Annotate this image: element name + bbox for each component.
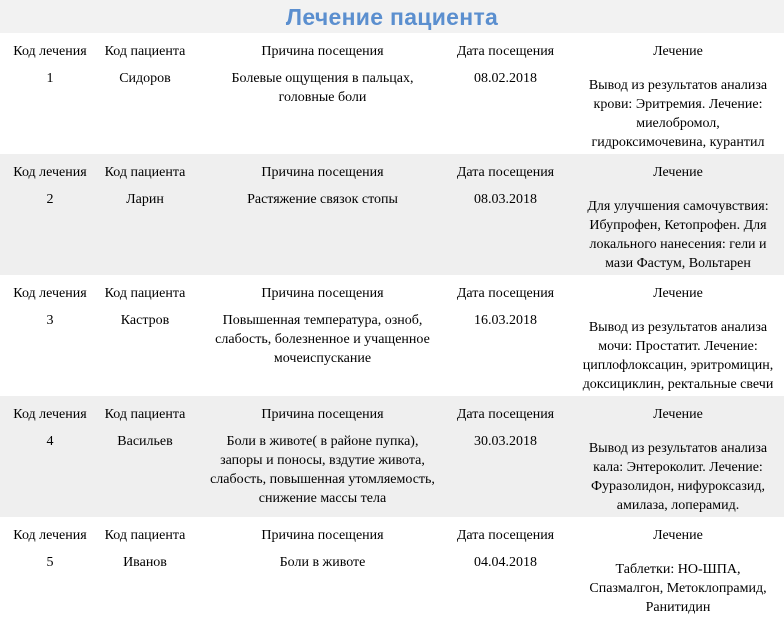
patient-code-value: Кастров <box>120 313 170 328</box>
visit-reason-value <box>195 69 450 107</box>
text-line: Боли в животе <box>279 555 366 570</box>
text-line: Для улучшения самочувствия: <box>587 199 769 214</box>
header-patient-code: Код пациента <box>104 165 186 180</box>
header-treatment-code: Код лечения <box>13 528 87 543</box>
visit-date-value: 08.03.2018 <box>474 192 537 207</box>
header-visit-reason: Причина посещения <box>261 165 384 180</box>
visit-reason-value <box>195 190 450 209</box>
text-line: Вывод из результатов анализа <box>588 320 768 335</box>
text-line: мази Фастум, Вольтарен <box>605 256 751 271</box>
header-treatment: Лечение <box>653 407 703 422</box>
header-patient-code: Код пациента <box>104 44 186 59</box>
page-title: Лечение пациента <box>285 4 499 30</box>
header-patient-code: Код пациента <box>104 286 186 301</box>
text-line: Боли в животе( в районе пупка), <box>226 434 419 449</box>
text-line: Ибупрофен, Кетопрофен. Для <box>589 218 767 233</box>
visit-date-value: 04.04.2018 <box>474 555 537 570</box>
visit-date-value: 30.03.2018 <box>474 434 537 449</box>
header-visit-reason: Причина посещения <box>261 44 384 59</box>
treatment-value <box>572 76 784 152</box>
header-visit-date: Дата посещения <box>456 407 555 422</box>
text-line: Таблетки: НО-ШПА, <box>615 562 741 577</box>
text-line: снижение массы тела <box>258 491 387 506</box>
visit-reason-value <box>195 311 450 368</box>
title-bar <box>0 0 784 33</box>
patient-code-value: Ларин <box>126 192 164 207</box>
record-row <box>0 33 784 154</box>
text-line: Фуразолидон, нифуроксазид, <box>590 479 766 494</box>
text-line: локального нанесения: гели и <box>589 237 767 252</box>
header-patient-code: Код пациента <box>104 407 186 422</box>
text-line: слабость, болезненное и учащенное <box>215 332 430 347</box>
record-row <box>0 154 784 275</box>
text-line: Вывод из результатов анализа <box>588 78 768 93</box>
treatment-value <box>572 560 784 617</box>
record-row <box>0 396 784 517</box>
header-patient-code: Код пациента <box>104 528 186 543</box>
header-visit-reason: Причина посещения <box>261 407 384 422</box>
text-line: запоры и поносы, вздутие живота, <box>220 453 425 468</box>
text-line: гидроксимочевина, курантил <box>591 135 765 150</box>
text-line: доксициклин, ректальные свечи <box>582 377 774 392</box>
patient-code-value: Васильев <box>117 434 173 449</box>
treatment-value <box>572 318 784 394</box>
text-line: амилаза, лоперамид. <box>616 498 740 513</box>
treatment-code-value: 4 <box>46 434 54 449</box>
text-line: мочеиспускание <box>273 351 372 366</box>
header-visit-reason: Причина посещения <box>261 528 384 543</box>
header-treatment: Лечение <box>653 165 703 180</box>
header-treatment-code: Код лечения <box>13 407 87 422</box>
header-visit-reason: Причина посещения <box>261 286 384 301</box>
text-line: кала: Энтероколит. Лечение: <box>593 460 763 475</box>
text-line: Болевые ощущения в пальцах, <box>231 71 414 86</box>
record-row <box>0 275 784 396</box>
text-line: крови: Эритремия. Лечение: <box>593 97 763 112</box>
record-row <box>0 517 784 618</box>
header-treatment-code: Код лечения <box>13 165 87 180</box>
treatment-value <box>572 197 784 273</box>
text-line: Повышенная температура, озноб, <box>222 313 423 328</box>
header-treatment: Лечение <box>653 528 703 543</box>
text-line: Спазмалгон, Метоклопрамид, <box>589 581 767 596</box>
text-line: Вывод из результатов анализа <box>588 441 768 456</box>
text-line: головные боли <box>278 90 367 105</box>
treatment-code-value: 2 <box>46 192 54 207</box>
patient-code-value: Иванов <box>123 555 167 570</box>
header-treatment: Лечение <box>653 44 703 59</box>
text-line: мочи: Простатит. Лечение: <box>598 339 758 354</box>
header-treatment: Лечение <box>653 286 703 301</box>
text-line: Растяжение связок стопы <box>247 192 398 207</box>
visit-date-value: 08.02.2018 <box>474 71 537 86</box>
header-visit-date: Дата посещения <box>456 165 555 180</box>
visit-reason-value <box>195 553 450 572</box>
text-line: миелобромол, <box>636 116 720 131</box>
header-visit-date: Дата посещения <box>456 286 555 301</box>
visit-reason-value <box>195 432 450 508</box>
header-visit-date: Дата посещения <box>456 44 555 59</box>
text-line: Ранитидин <box>645 600 711 615</box>
treatment-code-value: 5 <box>46 555 54 570</box>
visit-date-value: 16.03.2018 <box>474 313 537 328</box>
treatment-code-value: 3 <box>46 313 54 328</box>
header-treatment-code: Код лечения <box>13 44 87 59</box>
treatment-value <box>572 439 784 515</box>
patient-code-value: Сидоров <box>119 71 171 86</box>
header-visit-date: Дата посещения <box>456 528 555 543</box>
treatment-code-value: 1 <box>46 71 54 86</box>
header-treatment-code: Код лечения <box>13 286 87 301</box>
text-line: циплофлоксацин, эритромицин, <box>582 358 774 373</box>
text-line: слабость, повышенная утомляемость, <box>210 472 435 487</box>
